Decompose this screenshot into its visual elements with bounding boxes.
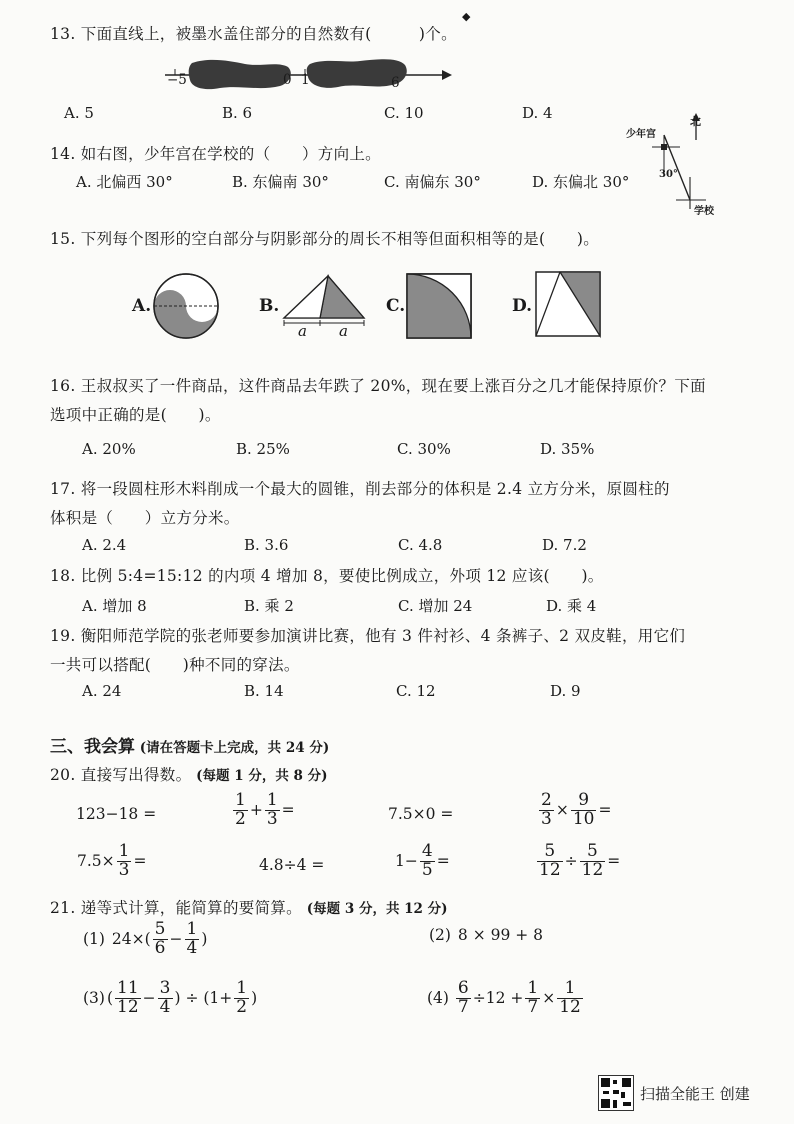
fraction: $\frac{1}{2}$	[236, 978, 248, 1017]
q20-expr-7: 1− $\frac{4}{5}$ =	[395, 841, 450, 880]
q18-option-d: D. 乘 4	[546, 597, 597, 615]
qr-code-icon	[598, 1075, 634, 1111]
q13-number-line	[160, 55, 460, 95]
q15-label-d: D.	[512, 296, 533, 316]
fraction: $\frac{3}{4}$	[159, 978, 171, 1017]
q21-heading	[50, 896, 448, 918]
q16-option-a: A. 20%	[82, 440, 136, 458]
q21-stem: 21. 递等式计算，能简算的要简算。	[50, 899, 302, 917]
q16-option-b: B. 25%	[236, 440, 290, 458]
nl-label-6: 6	[391, 75, 400, 91]
q13-stem: 13. 下面直线上，被墨水盖住部分的自然数有( )个。	[50, 25, 457, 43]
q16-option-d: D. 35%	[540, 440, 595, 458]
q20-expr-1: 123−18 =	[76, 805, 157, 823]
nl-label-0: 0	[283, 72, 292, 88]
fraction: $\frac{5}{12}$	[581, 841, 604, 880]
q15-label-c: C.	[386, 296, 406, 316]
ink-blot-left	[189, 60, 291, 89]
q16-stem-line1: 16. 王叔叔买了一件商品，这件商品去年跌了 20%，现在要上涨百分之几才能保持原价？下面	[50, 377, 706, 395]
q17-stem-line2: 体积是（ ）立方分米。	[50, 509, 240, 527]
q14-north-label: 北	[690, 115, 701, 128]
q20-heading	[50, 763, 328, 785]
q13-option-b: B. 6	[222, 104, 253, 122]
q14-angle-label: 30°	[659, 169, 678, 180]
q19-stem-line2: 一共可以搭配( )种不同的穿法。	[50, 656, 300, 674]
q18-stem: 18. 比例 5:4=15:12 的内项 4 增加 8，要使比例成立，外项 12 应该( )。	[50, 567, 604, 585]
q21-note: (每题 3 分，共 12 分)	[306, 901, 448, 917]
q14-option-d: D. 东偏北 30°	[532, 173, 630, 191]
q17-option-d: D. 7.2	[542, 536, 587, 554]
q19-stem-line1: 19. 衡阳师范学院的张老师要参加演讲比赛，他有 3 件衬衫、4 条裤子、2 双皮鞋，用它们	[50, 627, 686, 645]
q19-option-b: B. 14	[244, 682, 284, 700]
q18-option-c: C. 增加 24	[398, 597, 473, 615]
q19-option-d: D. 9	[550, 682, 581, 700]
fraction: $\frac{1}{3}$	[118, 841, 130, 880]
q21-problem-3: (3) ( $\frac{11}{12}$ − $\frac{3}{4}$ ) ÷ (1+ $\frac{1}{2}$ )	[83, 978, 258, 1017]
q14-stem: 14. 如右图，少年宫在学校的（ ）方向上。	[50, 145, 381, 163]
q20-expr-5: 7.5× $\frac{1}{3}$ =	[77, 841, 147, 880]
q15-stem: 15. 下列每个图形的空白部分与阴影部分的周长不相等但面积相等的是( )。	[50, 230, 600, 248]
q13-option-a: A. 5	[64, 104, 94, 122]
fraction: $\frac{1}{12}$	[559, 978, 581, 1017]
q17-option-b: B. 3.6	[244, 536, 289, 554]
q13-option-c: C. 10	[384, 104, 424, 122]
q14-school-label: 学校	[694, 206, 714, 217]
q15-b-seg-label-2: a	[339, 322, 348, 340]
fraction: $\frac{9}{10}$	[572, 790, 595, 829]
q18-option-b: B. 乘 2	[244, 597, 294, 615]
q15-figure-d	[534, 270, 604, 340]
q15-b-seg-label-1: a	[298, 322, 307, 340]
q20-expr-4: $\frac{2}{3}$ × $\frac{9}{10}$ =	[541, 790, 612, 829]
q18-option-a: A. 增加 8	[82, 597, 147, 615]
section3-heading	[50, 732, 329, 757]
q15-figure-b	[280, 268, 370, 338]
q21-problem-1: (1) 24×( $\frac{5}{6}$ − $\frac{1}{4}$ )	[83, 919, 208, 958]
q14-direction-figure	[624, 105, 724, 215]
nl-label-1: 1	[301, 72, 310, 88]
fraction: $\frac{1}{3}$	[266, 790, 278, 829]
q13-option-d: D. 4	[522, 104, 553, 122]
fraction: $\frac{5}{12}$	[539, 841, 561, 880]
q14-option-b: B. 东偏南 30°	[232, 173, 329, 191]
fraction: $\frac{1}{2}$	[235, 790, 246, 829]
q14-palace-label: 少年宫	[626, 129, 656, 140]
q20-expr-8: $\frac{5}{12}$ ÷ $\frac{5}{12}$ =	[539, 841, 621, 880]
q16-option-c: C. 30%	[397, 440, 451, 458]
fraction: $\frac{1}{4}$	[186, 919, 198, 958]
q15-figure-a	[152, 271, 222, 341]
footer-watermark: 扫描全能王 创建	[640, 1085, 750, 1103]
q20-expr-2: $\frac{1}{2}$ + $\frac{1}{3}$ =	[235, 790, 295, 829]
q21-problem-2: (2) 8 × 99 + 8	[429, 926, 544, 944]
section3-note: (请在答题卡上完成，共 24 分)	[139, 740, 330, 756]
q16-stem-line2: 选项中正确的是( )。	[50, 406, 221, 424]
fraction: $\frac{5}{6}$	[154, 919, 166, 958]
fraction: $\frac{11}{12}$	[117, 978, 139, 1017]
q20-note: (每题 1 分，共 8 分)	[196, 768, 328, 784]
fraction: $\frac{2}{3}$	[541, 790, 552, 829]
q14-option-c: C. 南偏东 30°	[384, 173, 481, 191]
q15-label-b: B.	[259, 296, 280, 316]
q14-option-a: A. 北偏西 30°	[76, 173, 173, 191]
q17-option-c: C. 4.8	[398, 536, 443, 554]
q19-option-c: C. 12	[396, 682, 436, 700]
q20-stem: 20. 直接写出得数。	[50, 766, 192, 784]
q15-label-a: A.	[132, 296, 152, 316]
nl-label-neg5: −5	[167, 72, 187, 88]
q17-option-a: A. 2.4	[82, 536, 127, 554]
q15-figure-c	[405, 272, 475, 342]
q21-problem-4: (4) $\frac{6}{7}$ ÷12 + $\frac{1}{7}$ × $\frac{1}{12}$	[427, 978, 581, 1017]
section3-title: 三、我会算	[50, 737, 135, 757]
fraction: $\frac{4}{5}$	[421, 841, 433, 880]
fraction: $\frac{1}{7}$	[527, 978, 539, 1017]
q17-stem-line1: 17. 将一段圆柱形木料削成一个最大的圆锥，削去部分的体积是 2.4 立方分米，原圆柱的	[50, 480, 670, 498]
fraction: $\frac{6}{7}$	[457, 978, 469, 1017]
q19-option-a: A. 24	[82, 682, 122, 700]
ink-speck: ◆	[462, 10, 471, 23]
q20-expr-3: 7.5×0 =	[388, 805, 454, 823]
q20-expr-6: 4.8÷4 =	[259, 856, 325, 874]
